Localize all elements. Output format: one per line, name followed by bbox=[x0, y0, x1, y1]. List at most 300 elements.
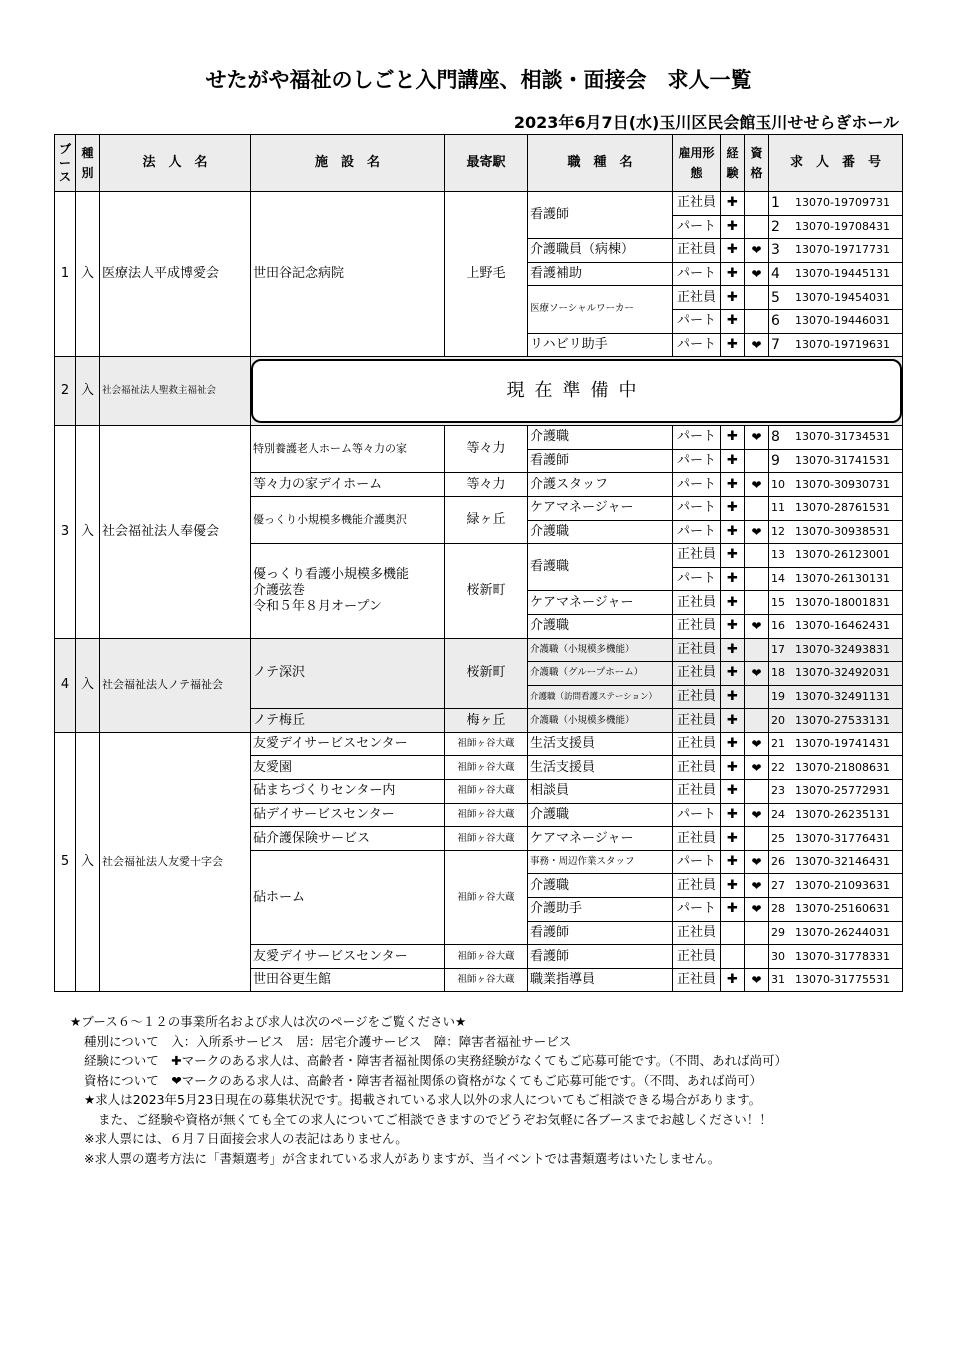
employment-type: 正社員 bbox=[673, 968, 721, 992]
table-row bbox=[55, 192, 903, 216]
job-number-cell bbox=[769, 850, 903, 874]
qualification-not-required-icon bbox=[745, 449, 769, 473]
experience-not-required-icon: ✚ bbox=[721, 591, 745, 615]
qualification-not-required-icon: ❤ bbox=[745, 239, 769, 263]
job-code: 13070-31776431 bbox=[795, 831, 890, 845]
job-number bbox=[771, 902, 900, 916]
job-number bbox=[771, 243, 900, 257]
job-number bbox=[771, 855, 900, 869]
job-number-cell bbox=[769, 756, 903, 780]
qualification-not-required-icon: ❤ bbox=[745, 614, 769, 638]
experience-not-required-icon: ✚ bbox=[721, 426, 745, 450]
employment-type: 正社員 bbox=[673, 709, 721, 733]
service-type: 入 bbox=[76, 357, 100, 426]
job-number-cell bbox=[769, 945, 903, 969]
job-number-cell bbox=[769, 286, 903, 310]
note-consult: また、ご経験や資格が無くても全ての求人についてご相談できますのでどうぞお気軽に各ブースまでお越しください！！ bbox=[98, 1111, 772, 1127]
experience-not-required-icon: ✚ bbox=[721, 192, 745, 216]
header-job: 職 種 名 bbox=[528, 135, 673, 192]
job-title: 介護スタッフ bbox=[528, 473, 673, 497]
facility-name-line: 介護弦巻 bbox=[253, 582, 306, 598]
header-employment: 雇用形態 bbox=[673, 135, 721, 192]
job-title: 介護職（小規模多機能） bbox=[528, 638, 673, 662]
experience-not-required-icon: ✚ bbox=[721, 567, 745, 591]
job-index: 5 bbox=[771, 289, 780, 306]
nearest-station: 桜新町 bbox=[445, 638, 528, 709]
job-number-cell bbox=[769, 732, 903, 756]
job-number-cell bbox=[769, 968, 903, 992]
experience-not-required-icon: ✚ bbox=[721, 709, 745, 733]
job-number bbox=[771, 714, 900, 728]
nearest-station: 祖師ヶ谷大蔵 bbox=[445, 968, 528, 992]
qualification-not-required-icon bbox=[745, 921, 769, 945]
job-number-cell bbox=[769, 827, 903, 851]
employment-type: 正社員 bbox=[673, 614, 721, 638]
qualification-not-required-icon: ❤ bbox=[745, 850, 769, 874]
job-number-cell bbox=[769, 192, 903, 216]
employment-type: パート bbox=[673, 309, 721, 333]
corporation-name: 社会福祉法人奉優会 bbox=[100, 426, 251, 638]
job-number-cell bbox=[769, 709, 903, 733]
job-index: 28 bbox=[771, 902, 785, 916]
job-number bbox=[771, 572, 900, 586]
job-number-cell bbox=[769, 239, 903, 263]
job-number bbox=[771, 267, 900, 281]
job-number bbox=[771, 338, 900, 352]
experience-not-required-icon: ✚ bbox=[721, 756, 745, 780]
header-number: 求 人 番 号 bbox=[769, 135, 903, 192]
job-title: 介護職（訪問看護ステーション） bbox=[528, 685, 673, 709]
job-number bbox=[771, 291, 900, 305]
qualification-not-required-icon bbox=[745, 638, 769, 662]
job-number-cell bbox=[769, 333, 903, 357]
experience-not-required-icon: ✚ bbox=[721, 685, 745, 709]
corporation-name: 社会福祉法人ノテ福祉会 bbox=[100, 638, 251, 732]
booth-number: 2 bbox=[55, 357, 76, 426]
job-number bbox=[771, 454, 900, 468]
experience-not-required-icon: ✚ bbox=[721, 286, 745, 310]
job-number bbox=[771, 220, 900, 234]
experience-not-required-icon: ✚ bbox=[721, 215, 745, 239]
experience-not-required-icon: ✚ bbox=[721, 262, 745, 286]
table-row bbox=[55, 426, 903, 450]
job-number-cell bbox=[769, 685, 903, 709]
experience-not-required-icon: ✚ bbox=[721, 850, 745, 874]
corporation-name: 医療法人平成博愛会 bbox=[100, 192, 251, 357]
experience-not-required-icon bbox=[721, 945, 745, 969]
booth-number: 5 bbox=[55, 732, 76, 992]
job-title: 看護師 bbox=[528, 192, 673, 239]
job-index: 8 bbox=[771, 429, 780, 446]
facility-name: 友愛デイサービスセンター bbox=[251, 945, 445, 969]
job-index: 26 bbox=[771, 855, 785, 869]
job-code: 13070-31734531 bbox=[795, 430, 890, 444]
qualification-not-required-icon bbox=[745, 709, 769, 733]
job-index: 2 bbox=[771, 218, 780, 235]
table-body bbox=[55, 192, 903, 992]
note-job-slip: ※求人票には、６月７日面接会求人の表記はありません。 bbox=[84, 1131, 408, 1146]
job-index: 18 bbox=[771, 666, 785, 680]
employment-type: 正社員 bbox=[673, 192, 721, 216]
job-title: 介護職（グループホーム） bbox=[528, 662, 673, 686]
job-number bbox=[771, 596, 900, 610]
job-number bbox=[771, 832, 900, 846]
preparing-cell bbox=[251, 357, 903, 426]
header-qual: 資格 bbox=[745, 135, 769, 192]
qualification-not-required-icon bbox=[745, 945, 769, 969]
corporation-name: 社会福祉法人聖救主福祉会 bbox=[100, 357, 251, 426]
job-number-cell bbox=[769, 426, 903, 450]
qualification-not-required-icon bbox=[745, 685, 769, 709]
job-number bbox=[771, 430, 900, 444]
job-title: 生活支援員 bbox=[528, 732, 673, 756]
job-number-cell bbox=[769, 803, 903, 827]
qualification-not-required-icon: ❤ bbox=[745, 898, 769, 922]
qualification-not-required-icon bbox=[745, 496, 769, 520]
experience-not-required-icon: ✚ bbox=[721, 520, 745, 544]
job-number-cell bbox=[769, 898, 903, 922]
job-number bbox=[771, 525, 900, 539]
job-number bbox=[771, 619, 900, 633]
employment-type: パート bbox=[673, 426, 721, 450]
job-number-cell bbox=[769, 309, 903, 333]
job-index: 29 bbox=[771, 925, 785, 939]
facility-name-line: 優っくり看護小規模多機能 bbox=[253, 566, 410, 582]
job-index: 31 bbox=[771, 973, 785, 987]
note-experience: 経験について ✚マークのある求人は、高齢者・障害者福祉関係の実務経験がなくてもご応募可能です。（不問、あれば尚可） bbox=[84, 1053, 787, 1068]
experience-not-required-icon: ✚ bbox=[721, 898, 745, 922]
job-listing-table bbox=[54, 134, 903, 992]
job-number bbox=[771, 761, 900, 775]
job-number-cell bbox=[769, 567, 903, 591]
job-code: 13070-30938531 bbox=[795, 524, 890, 538]
experience-not-required-icon: ✚ bbox=[721, 614, 745, 638]
note-type: 種別について 入：入所系サービス 居：居宅介護サービス 障：障害者福祉サービス bbox=[84, 1033, 572, 1049]
job-code: 13070-16462431 bbox=[795, 619, 890, 633]
qualification-not-required-icon: ❤ bbox=[745, 262, 769, 286]
job-index: 9 bbox=[771, 453, 780, 470]
job-title: 介護職 bbox=[528, 874, 673, 898]
booth-number: 1 bbox=[55, 192, 76, 357]
qualification-not-required-icon: ❤ bbox=[745, 520, 769, 544]
qualification-not-required-icon: ❤ bbox=[745, 732, 769, 756]
table-row bbox=[55, 638, 903, 662]
employment-type: パート bbox=[673, 333, 721, 357]
job-index: 13 bbox=[771, 548, 785, 562]
job-number-cell bbox=[769, 591, 903, 615]
job-number bbox=[771, 808, 900, 822]
job-number bbox=[771, 643, 900, 657]
job-title: 介護職 bbox=[528, 520, 673, 544]
job-title: 介護職 bbox=[528, 426, 673, 450]
job-code: 13070-19445131 bbox=[795, 267, 890, 281]
facility-name: 砧ホーム bbox=[251, 850, 445, 944]
employment-type: パート bbox=[673, 473, 721, 497]
job-number bbox=[771, 879, 900, 893]
employment-type: 正社員 bbox=[673, 921, 721, 945]
job-number-cell bbox=[769, 473, 903, 497]
employment-type: パート bbox=[673, 496, 721, 520]
table-header-row bbox=[55, 135, 903, 192]
nearest-station: 祖師ヶ谷大蔵 bbox=[445, 945, 528, 969]
job-number bbox=[771, 784, 900, 798]
job-title: 看護師 bbox=[528, 921, 673, 945]
job-number bbox=[771, 666, 900, 680]
job-title: 職業指導員 bbox=[528, 968, 673, 992]
experience-not-required-icon: ✚ bbox=[721, 638, 745, 662]
qualification-not-required-icon: ❤ bbox=[745, 473, 769, 497]
nearest-station: 祖師ヶ谷大蔵 bbox=[445, 756, 528, 780]
facility-name-line: 令和５年８月オープン bbox=[253, 598, 382, 614]
facility-name: 友愛デイサービスセンター bbox=[251, 732, 445, 756]
note-qualification: 資格について ❤マークのある求人は、高齢者・障害者福祉関係の資格がなくてもご応募可能です。（不問、あれば尚可） bbox=[84, 1072, 762, 1088]
job-code: 13070-31741531 bbox=[795, 454, 890, 468]
nearest-station: 桜新町 bbox=[445, 544, 528, 638]
qualification-not-required-icon: ❤ bbox=[745, 803, 769, 827]
header-station: 最寄駅 bbox=[445, 135, 528, 192]
job-number-cell bbox=[769, 638, 903, 662]
nearest-station: 祖師ヶ谷大蔵 bbox=[445, 850, 528, 944]
employment-type: パート bbox=[673, 803, 721, 827]
job-index: 7 bbox=[771, 336, 780, 353]
employment-type: 正社員 bbox=[673, 945, 721, 969]
facility-name: 世田谷更生館 bbox=[251, 968, 445, 992]
job-index: 30 bbox=[771, 949, 785, 963]
employment-type: 正社員 bbox=[673, 638, 721, 662]
facility-name: 特別養護老人ホーム等々力の家 bbox=[251, 426, 445, 473]
job-code: 13070-19709731 bbox=[795, 196, 890, 210]
facility-name: 友愛園 bbox=[251, 756, 445, 780]
employment-type: パート bbox=[673, 262, 721, 286]
nearest-station: 上野毛 bbox=[445, 192, 528, 357]
qualification-not-required-icon bbox=[745, 591, 769, 615]
qualification-not-required-icon bbox=[745, 780, 769, 804]
job-code: 13070-30930731 bbox=[795, 477, 890, 491]
job-number bbox=[771, 690, 900, 704]
job-index: 11 bbox=[771, 501, 785, 515]
experience-not-required-icon: ✚ bbox=[721, 239, 745, 263]
job-code: 13070-21093631 bbox=[795, 878, 890, 892]
qualification-not-required-icon: ❤ bbox=[745, 662, 769, 686]
job-title: 看護補助 bbox=[528, 262, 673, 286]
job-title: 介護助手 bbox=[528, 898, 673, 922]
notes bbox=[70, 1012, 787, 1168]
qualification-not-required-icon: ❤ bbox=[745, 874, 769, 898]
table-row bbox=[55, 357, 903, 426]
job-title: 介護職員（病棟） bbox=[528, 239, 673, 263]
job-index: 20 bbox=[771, 713, 785, 727]
booth-number: 3 bbox=[55, 426, 76, 638]
job-code: 13070-19717731 bbox=[795, 243, 890, 257]
job-number-cell bbox=[769, 520, 903, 544]
job-code: 13070-19719631 bbox=[795, 337, 890, 351]
employment-type: 正社員 bbox=[673, 685, 721, 709]
employment-type: 正社員 bbox=[673, 286, 721, 310]
job-title: 生活支援員 bbox=[528, 756, 673, 780]
job-number bbox=[771, 314, 900, 328]
job-number-cell bbox=[769, 215, 903, 239]
qualification-not-required-icon: ❤ bbox=[745, 968, 769, 992]
job-code: 13070-31775531 bbox=[795, 973, 890, 987]
employment-type: 正社員 bbox=[673, 756, 721, 780]
nearest-station: 緑ヶ丘 bbox=[445, 496, 528, 543]
job-title: 看護職 bbox=[528, 544, 673, 591]
employment-type: 正社員 bbox=[673, 591, 721, 615]
job-code: 13070-25160631 bbox=[795, 902, 890, 916]
experience-not-required-icon: ✚ bbox=[721, 449, 745, 473]
experience-not-required-icon: ✚ bbox=[721, 827, 745, 851]
header-corp: 法 人 名 bbox=[100, 135, 251, 192]
job-index: 15 bbox=[771, 595, 785, 609]
job-code: 13070-19708431 bbox=[795, 219, 890, 233]
facility-name: 等々力の家デイホーム bbox=[251, 473, 445, 497]
header-booth: ブース bbox=[55, 135, 76, 192]
facility-name: 優っくり小規模多機能介護奥沢 bbox=[251, 496, 445, 543]
event-date-venue: 2023年6月7日(水)玉川区民会館玉川せせらぎホール bbox=[513, 113, 899, 132]
job-index: 19 bbox=[771, 689, 785, 703]
job-number bbox=[771, 478, 900, 492]
header-facility: 施 設 名 bbox=[251, 135, 445, 192]
facility-name: 砧介護保険サービス bbox=[251, 827, 445, 851]
job-title: 介護職（小規模多機能） bbox=[528, 709, 673, 733]
nearest-station: 祖師ヶ谷大蔵 bbox=[445, 732, 528, 756]
service-type: 入 bbox=[76, 192, 100, 357]
job-number-cell bbox=[769, 662, 903, 686]
job-code: 13070-26130131 bbox=[795, 572, 890, 586]
job-code: 13070-19446031 bbox=[795, 314, 890, 328]
qualification-not-required-icon bbox=[745, 567, 769, 591]
nearest-station: 祖師ヶ谷大蔵 bbox=[445, 803, 528, 827]
job-index: 17 bbox=[771, 642, 785, 656]
facility-name: ノテ深沢 bbox=[251, 638, 445, 709]
job-title: 医療ソーシャルワーカー bbox=[528, 286, 673, 333]
job-code: 13070-32491131 bbox=[795, 689, 890, 703]
nearest-station: 梅ヶ丘 bbox=[445, 709, 528, 733]
job-index: 12 bbox=[771, 524, 785, 538]
experience-not-required-icon: ✚ bbox=[721, 874, 745, 898]
header-type: 種別 bbox=[76, 135, 100, 192]
job-number bbox=[771, 196, 900, 210]
job-number-cell bbox=[769, 449, 903, 473]
experience-not-required-icon: ✚ bbox=[721, 309, 745, 333]
job-number bbox=[771, 737, 900, 751]
job-title: 相談員 bbox=[528, 780, 673, 804]
employment-type: 正社員 bbox=[673, 874, 721, 898]
job-number-cell bbox=[769, 921, 903, 945]
job-code: 13070-28761531 bbox=[795, 501, 890, 515]
facility-name: 砧まちづくりセンター内 bbox=[251, 780, 445, 804]
preparing-notice: 現在準備中 bbox=[251, 359, 902, 423]
experience-not-required-icon: ✚ bbox=[721, 544, 745, 568]
facility-name: 砧デイサービスセンター bbox=[251, 803, 445, 827]
experience-not-required-icon: ✚ bbox=[721, 732, 745, 756]
employment-type: 正社員 bbox=[673, 732, 721, 756]
nearest-station: 等々力 bbox=[445, 473, 528, 497]
job-code: 13070-32146431 bbox=[795, 855, 890, 869]
qualification-not-required-icon bbox=[745, 286, 769, 310]
employment-type: パート bbox=[673, 520, 721, 544]
employment-type: 正社員 bbox=[673, 662, 721, 686]
job-title: 介護職 bbox=[528, 803, 673, 827]
experience-not-required-icon: ✚ bbox=[721, 473, 745, 497]
employment-type: パート bbox=[673, 567, 721, 591]
job-number bbox=[771, 548, 900, 562]
job-code: 13070-26244031 bbox=[795, 925, 890, 939]
job-number bbox=[771, 501, 900, 515]
job-code: 13070-19741431 bbox=[795, 737, 890, 751]
qualification-not-required-icon: ❤ bbox=[745, 426, 769, 450]
note-screening: ※求人票の選考方法に「書類選考」が含まれている求人がありますが、当イベントでは書類選考はいたしません。 bbox=[84, 1150, 721, 1166]
job-code: 13070-26123001 bbox=[795, 548, 890, 562]
employment-type: 正社員 bbox=[673, 544, 721, 568]
job-index: 4 bbox=[771, 266, 780, 283]
job-number-cell bbox=[769, 496, 903, 520]
job-title: 事務・周辺作業スタッフ bbox=[528, 850, 673, 874]
qualification-not-required-icon bbox=[745, 192, 769, 216]
job-title: 看護師 bbox=[528, 945, 673, 969]
job-code: 13070-18001831 bbox=[795, 595, 890, 609]
qualification-not-required-icon bbox=[745, 309, 769, 333]
employment-type: パート bbox=[673, 215, 721, 239]
table-row bbox=[55, 732, 903, 756]
job-code: 13070-32493831 bbox=[795, 642, 890, 656]
experience-not-required-icon bbox=[721, 921, 745, 945]
note-status-date: ★求人は2023年5月23日現在の募集状況です。掲載されている求人以外の求人についてもご相談できる場合があります。 bbox=[84, 1092, 762, 1107]
facility-name: 世田谷記念病院 bbox=[251, 192, 445, 357]
job-index: 10 bbox=[771, 477, 785, 491]
job-title: ケアマネージャー bbox=[528, 496, 673, 520]
nearest-station: 祖師ヶ谷大蔵 bbox=[445, 780, 528, 804]
employment-type: パート bbox=[673, 850, 721, 874]
note-next-page: ★ブース６～１２の事業所名および求人は次のページをご覧ください★ bbox=[70, 1014, 467, 1029]
facility-name: ノテ梅丘 bbox=[251, 709, 445, 733]
job-code: 13070-21808631 bbox=[795, 760, 890, 774]
job-code: 13070-27533131 bbox=[795, 713, 890, 727]
job-number-cell bbox=[769, 874, 903, 898]
employment-type: 正社員 bbox=[673, 780, 721, 804]
nearest-station: 等々力 bbox=[445, 426, 528, 473]
job-index: 21 bbox=[771, 737, 785, 751]
header-exp: 経験 bbox=[721, 135, 745, 192]
job-index: 22 bbox=[771, 760, 785, 774]
experience-not-required-icon: ✚ bbox=[721, 780, 745, 804]
service-type: 入 bbox=[76, 732, 100, 992]
job-index: 16 bbox=[771, 619, 785, 633]
experience-not-required-icon: ✚ bbox=[721, 968, 745, 992]
job-number-cell bbox=[769, 780, 903, 804]
job-index: 3 bbox=[771, 242, 780, 259]
job-title: 介護職 bbox=[528, 614, 673, 638]
job-title: ケアマネージャー bbox=[528, 827, 673, 851]
job-number bbox=[771, 926, 900, 940]
experience-not-required-icon: ✚ bbox=[721, 803, 745, 827]
qualification-not-required-icon bbox=[745, 827, 769, 851]
job-code: 13070-26235131 bbox=[795, 807, 890, 821]
experience-not-required-icon: ✚ bbox=[721, 333, 745, 357]
job-title: 看護師 bbox=[528, 449, 673, 473]
job-title: ケアマネージャー bbox=[528, 591, 673, 615]
job-index: 1 bbox=[771, 195, 780, 212]
job-index: 25 bbox=[771, 831, 785, 845]
service-type: 入 bbox=[76, 638, 100, 732]
job-index: 24 bbox=[771, 807, 785, 821]
experience-not-required-icon: ✚ bbox=[721, 496, 745, 520]
job-number-cell bbox=[769, 544, 903, 568]
job-title: リハビリ助手 bbox=[528, 333, 673, 357]
job-code: 13070-31778331 bbox=[795, 949, 890, 963]
qualification-not-required-icon bbox=[745, 544, 769, 568]
job-code: 13070-19454031 bbox=[795, 290, 890, 304]
